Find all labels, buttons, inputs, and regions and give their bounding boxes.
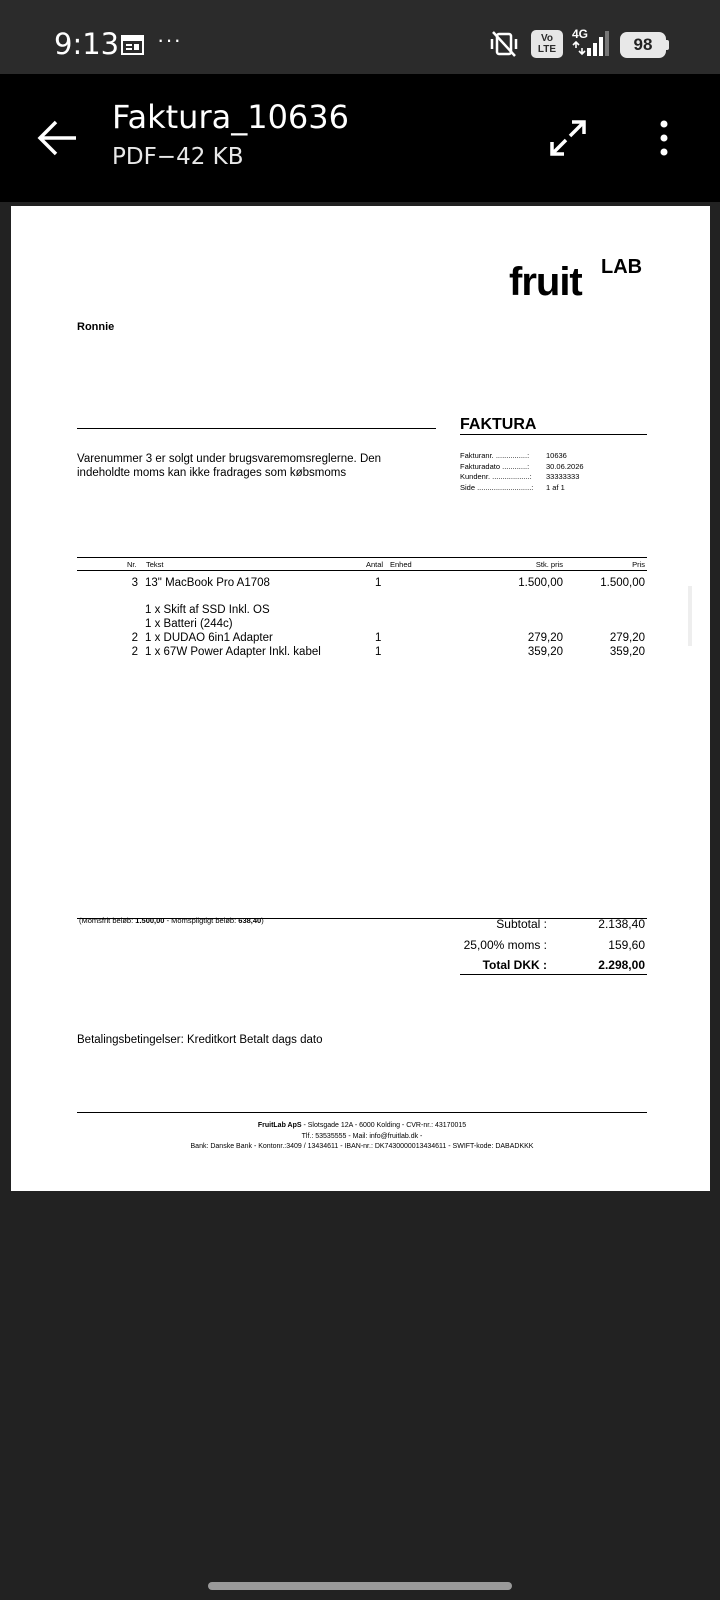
status-bar (0, 0, 720, 74)
vat-info-suffix: ) (261, 916, 264, 925)
col-header-pris: Pris (632, 560, 645, 569)
col-header-antal: Antal (366, 560, 384, 569)
line-text: 1 x Batteri (244c) (145, 618, 233, 630)
subtotal-label: Subtotal : (496, 917, 547, 931)
vat-info-label: (Momsfrit beløb: (79, 916, 134, 925)
meta-value: 10636 (546, 451, 567, 460)
meta-row (460, 472, 584, 483)
table-header-rule (77, 570, 647, 571)
line-price: 279,20 (609, 632, 645, 644)
subtotal-value: 2.138,40 (598, 917, 645, 931)
fruitlab-logo (509, 256, 659, 316)
meta-row (460, 462, 584, 473)
footer-rule (77, 1112, 647, 1113)
vat-breakdown (79, 916, 264, 925)
meta-value: 33333333 (546, 472, 580, 482)
line-qty: 1 (375, 632, 382, 644)
table-top-rule (77, 557, 647, 558)
meta-label: Side ..........................: (460, 482, 534, 492)
col-header-nr: Nr. (127, 560, 137, 569)
top-app-bar (0, 74, 720, 202)
file-meta: PDF−42 KB (112, 144, 244, 170)
col-header-tekst: Tekst (146, 560, 164, 569)
vat-taxable-amount: 638,40 (238, 916, 262, 925)
footer-line-1 (75, 1121, 649, 1132)
file-title: Faktura_10636 (112, 98, 349, 136)
total-value: 2.298,00 (598, 958, 645, 972)
line-nr: 2 (131, 646, 138, 658)
divider (77, 428, 436, 429)
payment-terms: Betalingsbetingelser: Kreditkort Betalt dags dato (77, 1034, 323, 1046)
line-text: 1 x 67W Power Adapter Inkl. kabel (145, 646, 321, 658)
meta-label: Fakturanr. ...............: (460, 451, 530, 460)
meta-label: Fakturadato ............: (460, 461, 530, 471)
footer-company: FruitLab ApS (257, 1122, 302, 1129)
line-unit-price: 1.500,00 (518, 577, 563, 589)
vat-free-amount: 1.500,00 (135, 916, 165, 925)
more-options-icon[interactable] (652, 118, 676, 158)
signal-strength-icon (572, 28, 612, 58)
col-header-stk-pris: Stk. pris (535, 560, 563, 569)
line-price: 1.500,00 (600, 577, 645, 589)
logo-text: fruit (509, 260, 582, 304)
network-type: 4G (572, 27, 589, 41)
footer-line-3: Bank: Danske Bank - Kontonr.:3409 / 13434611 - IBAN-nr.: DK7430000013434611 - SWIFT-kode: DABADKKK (190, 1143, 534, 1150)
meta-value: 1 af 1 (546, 482, 565, 492)
home-indicator[interactable] (208, 1582, 512, 1590)
back-arrow-icon[interactable] (36, 118, 78, 158)
vibrate-mute-icon (489, 30, 519, 58)
customer-name: Ronnie (77, 321, 115, 333)
footer-address: - Slotsgade 12A - 6000 Kolding - CVR-nr.: 43170015 (301, 1122, 467, 1129)
line-text: 13" MacBook Pro A1708 (145, 577, 270, 589)
battery-tip (666, 40, 669, 50)
total-label: Total DKK : (482, 958, 547, 972)
margin-mark (688, 586, 692, 646)
line-price: 359,20 (609, 646, 645, 658)
meta-row (460, 451, 584, 462)
divider (460, 434, 647, 435)
logo-superscript: LAB (601, 256, 643, 278)
battery-icon: 98 (620, 32, 666, 58)
line-text: 1 x DUDAO 6in1 Adapter (145, 632, 273, 644)
status-time: 9:13 (54, 27, 120, 61)
total-rule (460, 974, 647, 975)
calendar-notification-icon (121, 35, 144, 55)
volte-icon: Vo LTE (531, 30, 563, 58)
line-unit-price: 279,20 (527, 632, 563, 644)
pdf-page[interactable] (11, 206, 710, 1191)
col-header-enhed: Enhed (390, 560, 412, 569)
more-notifications-icon: ··· (157, 27, 182, 52)
vat-value: 159,60 (608, 938, 645, 952)
line-nr: 3 (131, 577, 138, 589)
vat-info-label: - Momspligtigt beløb: (166, 916, 237, 925)
meta-value: 30.06.2026 (546, 461, 584, 471)
company-footer (75, 1121, 649, 1153)
meta-row (460, 483, 584, 494)
line-text: 1 x Skift af SSD Inkl. OS (145, 604, 270, 616)
expand-icon[interactable] (548, 118, 588, 158)
invoice-title: FAKTURA (460, 416, 537, 433)
vat-note: Varenummer 3 er solgt under brugsvaremomsreglerne. Den indeholdte moms kan ikke fradrages som købsmoms (77, 453, 382, 479)
meta-label: Kundenr. ..................: (460, 472, 532, 482)
footer-line-2: Tlf.: 53535555 - Mail: info@fruitlab.dk - (301, 1132, 423, 1140)
line-qty: 1 (375, 577, 382, 589)
invoice-meta (460, 451, 584, 493)
line-unit-price: 359,20 (527, 646, 563, 658)
line-nr: 2 (131, 632, 138, 644)
vat-label: 25,00% moms : (463, 938, 547, 952)
line-qty: 1 (375, 646, 382, 658)
